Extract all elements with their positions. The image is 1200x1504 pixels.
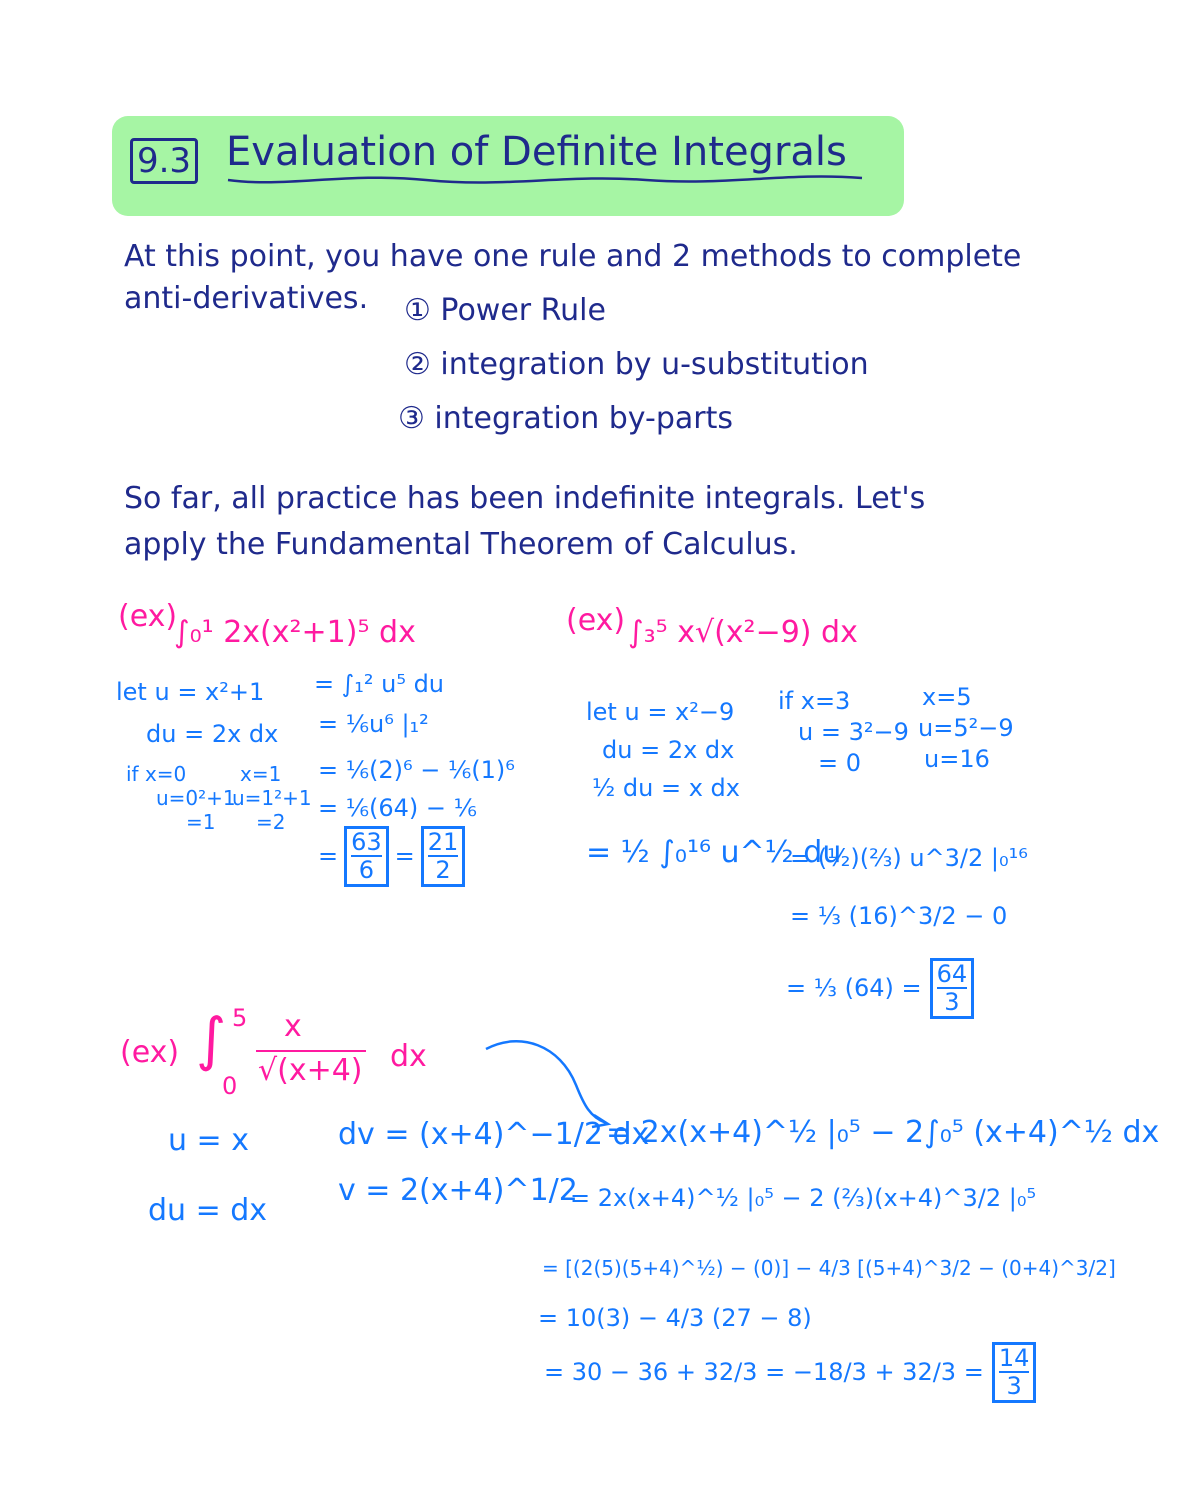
example2-half-du: ½ du = x dx	[592, 774, 740, 802]
example2-bounds-lower: if x=3 u = 3²−9 = 0	[778, 687, 909, 778]
example3-answer-box: $\frac{14}{3}$	[992, 1342, 1037, 1403]
example1-bounds-upper: x=1 u=1²+1 =2	[232, 762, 312, 834]
example2-label: (ex)	[566, 603, 626, 638]
example3-v: v = 2(x+4)^1/2	[338, 1173, 578, 1208]
example3-step-2: = 2x(x+4)^½ |₀⁵ − 2 (⅔)(x+4)^3/2 |₀⁵	[570, 1184, 1037, 1212]
example1-answer-box: $\frac{63}{6}$	[344, 826, 389, 887]
arrow-icon	[480, 1035, 620, 1135]
example3-denominator: √(x+4)	[258, 1053, 363, 1088]
page-title: Evaluation of Definite Integrals	[226, 129, 847, 175]
example2-integral: ∫₃⁵ x√(x²−9) dx	[628, 615, 858, 650]
example3-fraction-bar	[256, 1050, 366, 1052]
example1-let-u: let u = x²+1	[116, 678, 265, 706]
example2-bounds-upper: x=5 u=5²−9 u=16	[918, 683, 1014, 774]
section-number: 9.3	[130, 138, 198, 184]
example2-step-3: = ⅓ (16)^3/2 − 0	[790, 902, 1008, 930]
method-1: ① Power Rule	[404, 293, 606, 328]
example1-integral: ∫₀¹ 2x(x²+1)⁵ dx	[174, 615, 416, 650]
transition-line-2: apply the Fundamental Theorem of Calculus.	[124, 527, 798, 562]
example3-upper-limit: 5	[232, 1004, 248, 1032]
title-underline	[226, 168, 866, 188]
example3-step-1: = 2x(x+4)^½ |₀⁵ − 2∫₀⁵ (x+4)^½ dx	[606, 1115, 1160, 1150]
method-3: ③ integration by-parts	[398, 401, 734, 436]
example3-label: (ex)	[120, 1035, 180, 1070]
example1-du: du = 2x dx	[146, 720, 279, 748]
example2-answer: = ⅓ (64) = $\frac{64}{3}$	[786, 958, 974, 1019]
example3-step-4: = 10(3) − 4/3 (27 − 8)	[538, 1304, 812, 1332]
example1-label: (ex)	[118, 599, 178, 634]
example3-dv: dv = (x+4)^−1/2 dx	[338, 1117, 650, 1152]
example2-step-1: = ½ ∫₀¹⁶ u^½ du	[586, 835, 842, 870]
example3-u: u = x	[168, 1123, 249, 1158]
example1-step-3: = ⅙(2)⁶ − ⅙(1)⁶	[318, 756, 515, 784]
example1-step-4: = ⅙(64) − ⅙	[318, 794, 477, 822]
example1-answer: = $\frac{63}{6}$ = $\frac{21}{2}$	[318, 826, 465, 887]
example2-du: du = 2x dx	[602, 736, 735, 764]
example1-step-1: = ∫₁² u⁵ du	[314, 670, 445, 698]
example3-answer: = 30 − 36 + 32/3 = −18/3 + 32/3 = $\frac{14}{3}$	[544, 1342, 1036, 1403]
example3-lower-limit: 0	[222, 1072, 238, 1100]
example3-integral-sign: ∫	[196, 1005, 227, 1073]
example2-let-u: let u = x²−9	[586, 698, 735, 726]
example1-bounds-lower: if x=0 u=0²+1 =1	[126, 762, 236, 834]
example1-step-2: = ⅙u⁶ |₁²	[318, 710, 429, 738]
example3-du: du = dx	[148, 1193, 268, 1228]
intro-line-1: At this point, you have one rule and 2 methods to complete	[124, 239, 1022, 274]
example2-step-2: = (½)(⅔) u^3/2 |₀¹⁶	[790, 844, 1028, 872]
example2-answer-box: $\frac{64}{3}$	[930, 958, 975, 1019]
intro-line-2: anti-derivatives.	[124, 281, 369, 316]
method-2: ② integration by u-substitution	[404, 347, 869, 382]
example3-numerator: x	[284, 1009, 302, 1044]
example3-dx: dx	[390, 1039, 427, 1074]
example3-step-3: = [(2(5)(5+4)^½) − (0)] − 4/3 [(5+4)^3/2 − (0+4)^3/2]	[542, 1256, 1116, 1280]
example1-answer2-box: $\frac{21}{2}$	[421, 826, 466, 887]
transition-line-1: So far, all practice has been indefinite integrals. Let's	[124, 481, 926, 516]
